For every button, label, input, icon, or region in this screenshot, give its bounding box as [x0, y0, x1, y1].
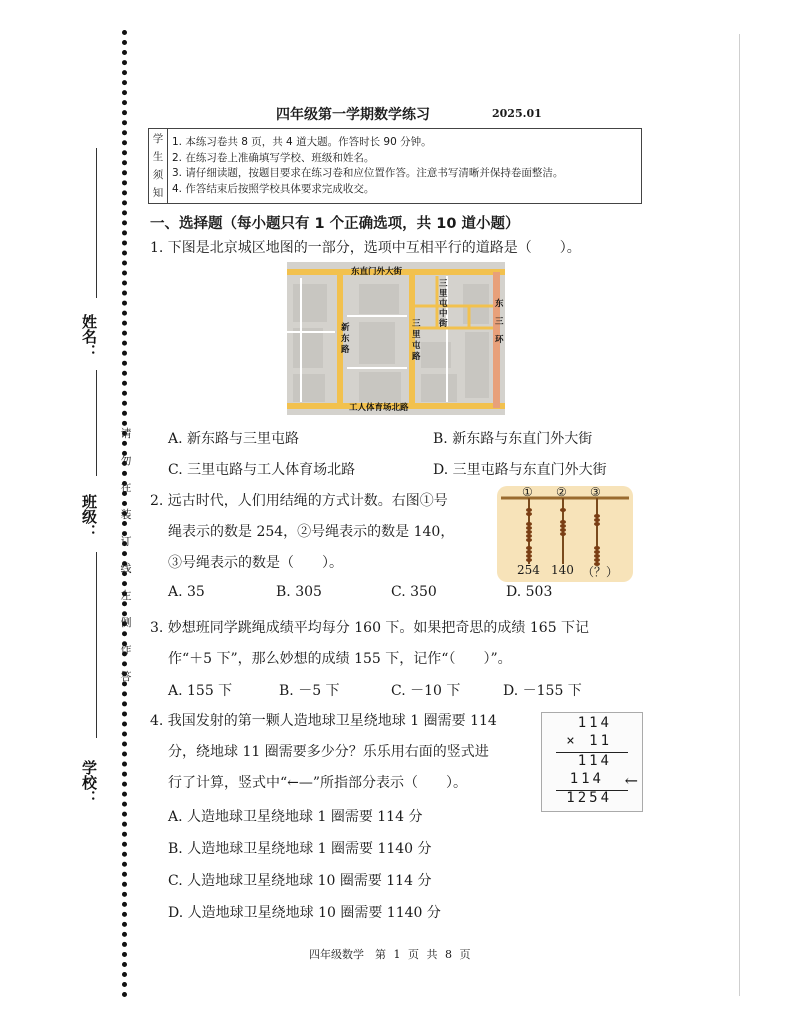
side-note-char: 线 [120, 562, 132, 575]
map-char: 街 [439, 319, 448, 329]
school-label: 学校： [80, 760, 98, 805]
page-footer: 四年级数学 第 1 页 共 8 页 [309, 948, 471, 961]
side-note-char: 勿 [120, 454, 132, 467]
calc-row-2: × 11 [566, 733, 612, 749]
notice-items [168, 129, 642, 204]
map-label-west-road [341, 322, 350, 355]
notice-item: 1. 本练习卷共 8 页，共 4 道大题。作答时长 90 分钟。 [172, 136, 432, 148]
notice-item: 4. 作答结束后按照学校具体要求完成收交。 [172, 182, 375, 195]
q3-option-a[interactable]: A. 155 下 [168, 683, 233, 699]
q3-option-d[interactable]: D. －155 下 [503, 683, 582, 699]
map-char: 屯 [439, 299, 448, 309]
student-notice-table [148, 128, 642, 204]
exam-date: 2025.01 [492, 107, 542, 120]
map-label-east-ring [495, 298, 504, 345]
calc-row-4: 114 [569, 771, 604, 787]
q4-option-d[interactable]: D. 人造地球卫星绕地球 10 圈需要 1140 分 [168, 905, 441, 921]
side-note-char: 侧 [120, 616, 132, 629]
map-label-sanlitun-road [412, 319, 421, 362]
notice-item: 3. 请仔细读题，按题目要求在练习卷和应位置作答。注意书写清晰并保持卷面整洁。 [172, 167, 564, 179]
map-char: 三 [412, 319, 421, 329]
calc-arrow: ← [624, 771, 638, 790]
page-right-border [739, 34, 740, 996]
side-note-char: 左 [120, 589, 132, 602]
q4-option-b[interactable]: B. 人造地球卫星绕地球 1 圈需要 1140 分 [168, 841, 432, 857]
q2-line-3: ③号绳表示的数是（ ）。 [168, 555, 343, 571]
q4-option-a[interactable]: A. 人造地球卫星绕地球 1 圈需要 114 分 [168, 809, 423, 825]
q1-option-d[interactable]: D. 三里屯路与东直门外大街 [433, 462, 607, 478]
q1-option-a[interactable]: A. 新东路与三里屯路 [168, 431, 300, 447]
map-label-bottom-road: 工人体育场北路 [349, 403, 409, 413]
q3-option-b[interactable]: B. －5 下 [279, 683, 340, 699]
notice-label-char: 须 [152, 169, 164, 181]
q2-option-b[interactable]: B. 305 [276, 584, 322, 600]
side-note-char: 答 [120, 670, 132, 683]
q1-option-b[interactable]: B. 新东路与东直门外大街 [433, 431, 593, 447]
side-note-char: 装 [120, 508, 132, 521]
map-char: 三 [495, 317, 504, 327]
rope-value-1: 254 [517, 563, 540, 577]
map-char: 东 [341, 334, 350, 344]
map-char: 里 [439, 289, 448, 299]
rope-label-3: ③ [590, 485, 601, 499]
side-note-char: 请 [120, 427, 132, 440]
q1-option-c[interactable]: C. 三里屯路与工人体育场北路 [168, 462, 356, 478]
class-label: 班级： [80, 494, 98, 539]
map-char: 新 [341, 323, 350, 333]
beijing-map [287, 262, 505, 415]
rope-label-1: ① [522, 485, 533, 499]
side-note-char: 作 [120, 643, 132, 656]
q4-option-c[interactable]: C. 人造地球卫星绕地球 10 圈需要 114 分 [168, 873, 432, 889]
q2-line-1: 2. 远古时代，人们用结绳的方式计数。右图①号 [150, 493, 448, 509]
rope-value-3: （？） [582, 565, 619, 579]
vertical-multiplication-figure [541, 712, 643, 812]
q4-line-2: 分，绕地球 11 圈需要多少分？乐乐用右面的竖式进 [168, 744, 489, 760]
map-label-sanlitun-middle-street [438, 279, 448, 329]
map-char: 东 [495, 299, 504, 309]
notice-label-char: 知 [152, 187, 164, 199]
notice-item: 2. 在练习卷上准确填写学校、班级和姓名。 [172, 151, 375, 164]
map-char: 三 [439, 279, 448, 289]
q3-line-1: 3. 妙想班同学跳绳成绩平均每分 160 下。如果把奇思的成绩 165 下记 [150, 620, 590, 636]
name-blank-line-upper [96, 148, 97, 298]
binding-warning [118, 420, 134, 690]
q4-line-3: 行了计算，竖式中“←—”所指部分表示（ ）。 [168, 775, 468, 791]
map-label-top-road: 东直门外大街 [351, 267, 403, 277]
page-title: 四年级第一学期数学练习 [276, 107, 430, 123]
q2-line-2: 绳表示的数是 254，②号绳表示的数是 140， [168, 524, 455, 540]
q1-stem: 1. 下图是北京城区地图的一部分，选项中互相平行的道路是（ ）。 [150, 240, 581, 256]
q3-option-c[interactable]: C. －10 下 [391, 683, 461, 699]
notice-label [149, 129, 168, 204]
notice-label-char: 学 [152, 133, 164, 145]
map-char: 里 [412, 330, 421, 340]
rope-label-2: ② [556, 485, 567, 499]
side-note-char: 在 [120, 481, 132, 494]
rope-value-2: 140 [551, 563, 574, 577]
notice-label-char: 生 [152, 151, 164, 163]
q2-option-a[interactable]: A. 35 [168, 584, 205, 600]
q3-line-2: 作“＋5 下”，那么妙想的成绩 155 下，记作“（ ）”。 [168, 651, 512, 667]
map-char: 屯 [412, 341, 421, 351]
side-note-char: 订 [120, 535, 132, 548]
q2-option-c[interactable]: C. 350 [391, 584, 437, 600]
class-blank-line[interactable] [96, 552, 97, 738]
calc-row-5: 1254 [566, 790, 612, 806]
map-char: 路 [412, 352, 421, 362]
map-char: 路 [341, 345, 350, 355]
q2-option-d[interactable]: D. 503 [506, 584, 553, 600]
section-heading: 一、选择题（每小题只有 1 个正确选项，共 10 道小题） [150, 216, 520, 232]
map-char: 环 [495, 335, 504, 345]
map-char: 中 [439, 309, 448, 319]
name-blank-line-lower[interactable] [96, 370, 97, 476]
calc-row-1: 114 [577, 715, 612, 731]
calc-row-3: 114 [577, 753, 612, 769]
name-label: 姓名： [80, 314, 98, 359]
q4-line-1: 4. 我国发射的第一颗人造地球卫星绕地球 1 圈需要 114 [150, 713, 497, 729]
